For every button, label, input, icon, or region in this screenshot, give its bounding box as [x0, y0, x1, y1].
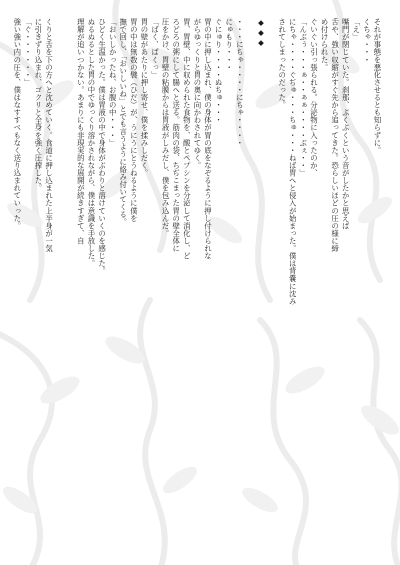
- text-line: にちゃ・・・・ぐぢゅ・・・ちゅ・・・ねば胃へと侵入が始まった。僕は背嚢に沈み: [288, 18, 298, 305]
- text-line: [64, 18, 75, 546]
- text-line: されてしまったのだった。: [277, 18, 287, 109]
- text-line: ぬるぬるとした胃の中でゆっくり溶かされながら、僕は意識を手放した。: [86, 18, 96, 268]
- body-text: [12, 18, 382, 546]
- text-line: め付けられた。: [320, 18, 330, 71]
- text-line: ひどく生温かった。僕は胃液の中で身体がぶわりと溶けていくのを感じた。: [97, 18, 107, 275]
- text-line: 「おいしかったね、お腹の中・・・」: [108, 18, 118, 147]
- text-line: それが事態を悪化させるとも知らずに。: [373, 18, 382, 154]
- text-line: にゅもり・・・: [224, 18, 234, 71]
- text-line: 胃の壁があたりに押し寄せ、僕を揉みしだく。: [139, 18, 149, 177]
- text-line: ・・・にちゃ・・・・にちゃ・・・・: [235, 18, 245, 147]
- text-line: 舌や、強い収縮がすぐ先から追ってきた。恐らしいほどの圧の様に締: [330, 18, 340, 253]
- text-line: くりと舌を下の方へと沈めていく。食道に押し込まれた上半身が一気: [44, 18, 54, 253]
- text-line: 強い強い内の圧を、僕はなすすべもなく送り込まれていった。: [12, 18, 22, 230]
- text-line: 「ぐ・・・・・・」: [23, 18, 33, 86]
- text-line: 撫で回し、「おいしいね」とでも言うように絡み付いてくる。: [118, 18, 128, 226]
- text-line: 圧をかけ、胃壁の粘膜からは胃液がしみだし、僕を包み込んだ。: [161, 18, 171, 237]
- text-line: [54, 18, 65, 546]
- text-line: 理解が追いつかない。あまりにも非現実的な展開が続きすぎて、自: [76, 18, 86, 245]
- text-line: 「ばく、ばくっ」: [150, 18, 160, 79]
- text-line: [1, 18, 12, 546]
- text-line: ろどろの粥にして腸へと送る。筋肉の袋、ちぢこまった胃の壁全体に: [171, 18, 181, 253]
- text-line: 嘴門が閉じていた。刹那、ぶくぶくという音がしたかと思えば: [341, 18, 351, 230]
- text-line: 「え」: [351, 18, 361, 41]
- text-line: [265, 18, 276, 546]
- section-break-marker: ◆◆◆: [256, 18, 266, 48]
- section-break-marker: [0, 18, 1, 546]
- text-line: 胃の中は無数の襞（ひだ）が、うにうにとうねるように僕を: [129, 18, 139, 222]
- text-line: [244, 18, 255, 546]
- text-line: 「んぶぅ・・・ぁ・・ぁぁ・・・・ぶぇ・・」: [298, 18, 308, 177]
- text-line: ぐにゅり・・・・ぬちゅ・・・: [214, 18, 224, 124]
- text-line: 胃の中に押し込まれ、僕の身体が胃の底をなぞるように押し付けられな: [203, 18, 213, 260]
- text-line: 胃、胃壁、中に収められた食物を、酸とペプシンを分泌して消化し、ど: [182, 18, 192, 260]
- text-line: くちゃ・・・: [362, 18, 372, 64]
- text-line: ぐいぐい引っ張られる。分泌物に入ったのか、: [309, 18, 319, 177]
- text-line: に引きずり込まれ、ゴクリと全身を強く圧搾した。: [34, 18, 43, 192]
- text-line: がらゆっくりと胃の奥に向かわされてゆく。: [192, 18, 202, 169]
